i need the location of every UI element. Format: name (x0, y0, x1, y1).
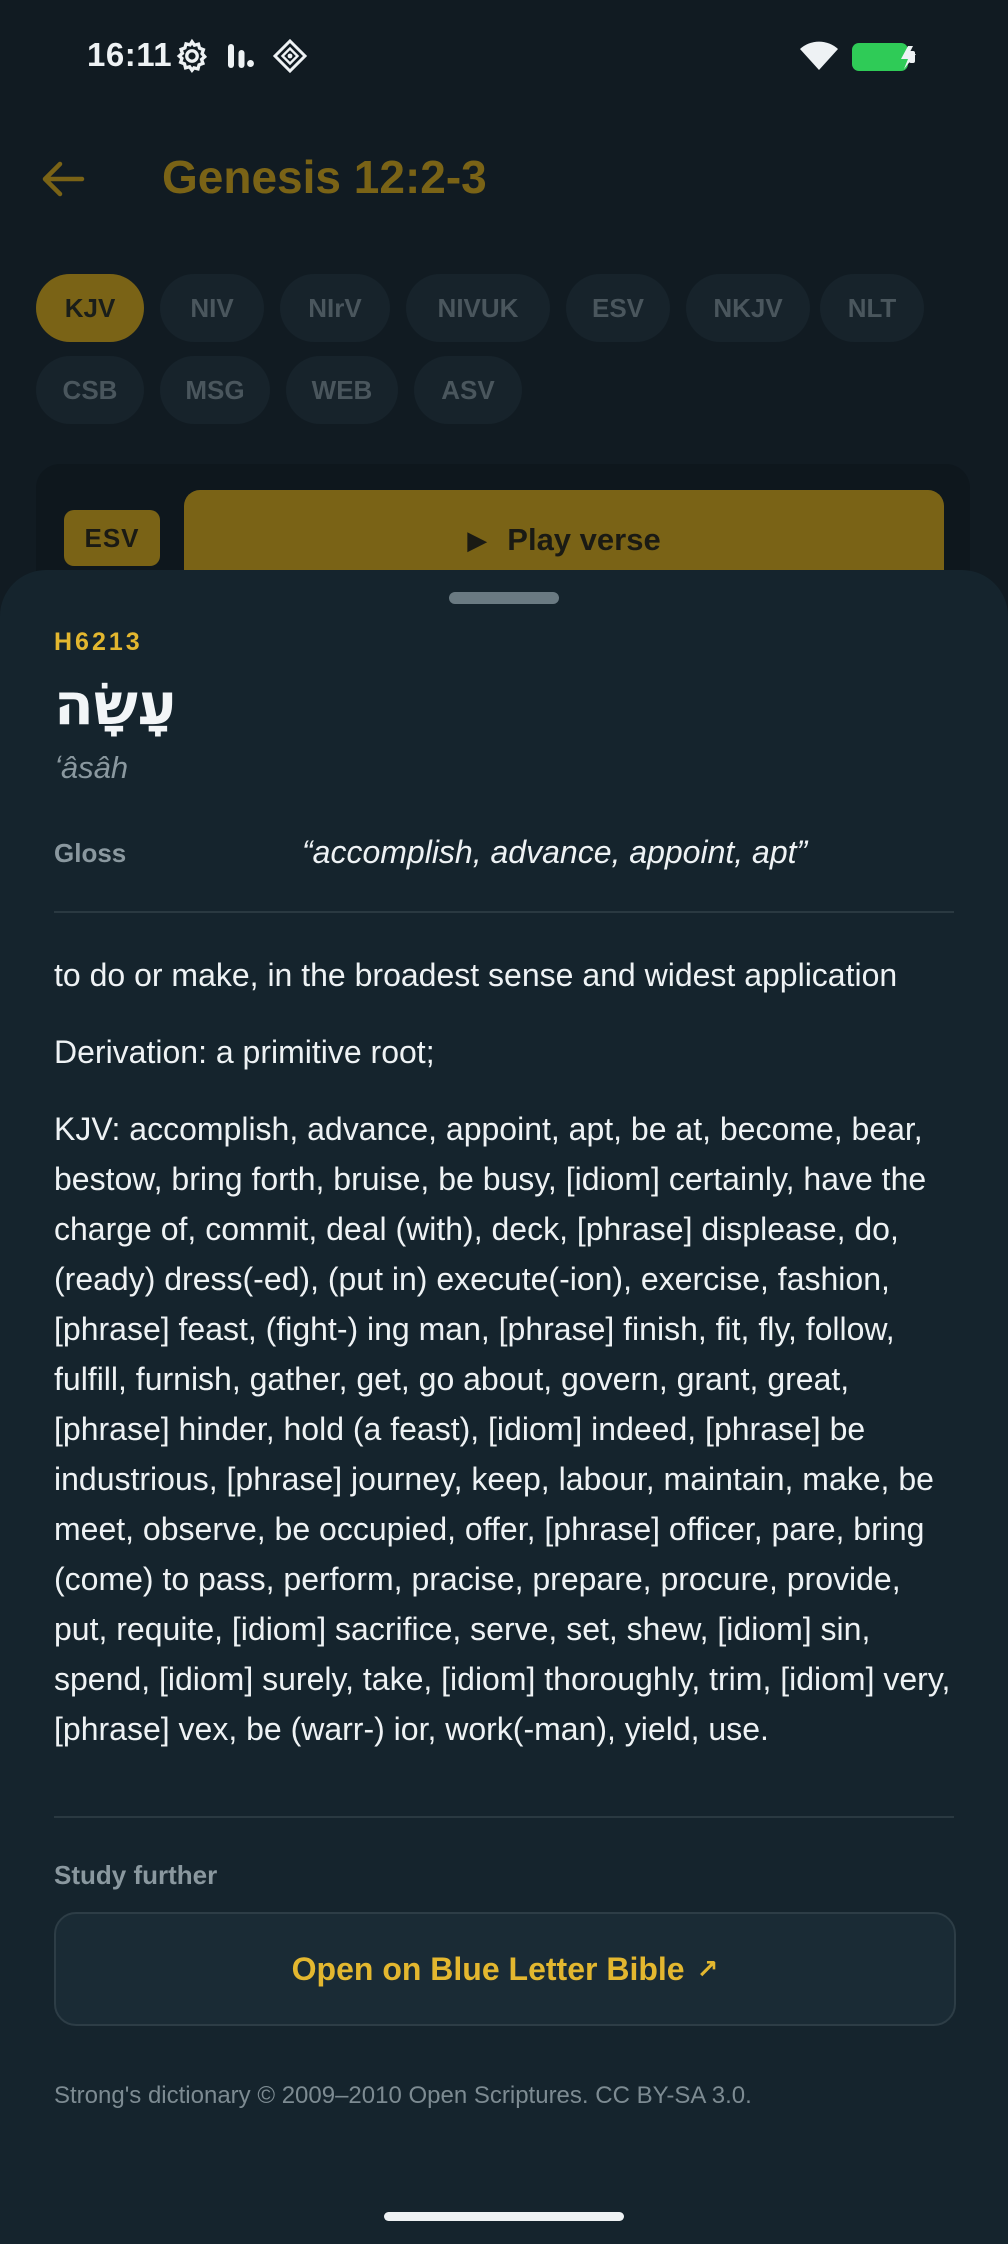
blb-button-label: Open on Blue Letter Bible (291, 1950, 685, 1987)
page-title: Genesis 12:2-3 (162, 151, 487, 203)
arrow-left-icon[interactable] (38, 154, 88, 204)
version-badge: ESV (64, 510, 160, 566)
chip-web[interactable]: WEB (286, 356, 398, 424)
hebrew-word: עָשָׂה (54, 670, 177, 738)
home-indicator[interactable] (384, 2212, 624, 2221)
divider (54, 1816, 954, 1818)
play-icon: ▶ (467, 524, 488, 555)
license-credit: Strong's dictionary © 2009–2010 Open Scriptures. CC BY-SA 3.0. (54, 2082, 752, 2109)
chip-csb[interactable]: CSB (36, 356, 144, 424)
chip-msg[interactable]: MSG (160, 356, 270, 424)
sheet-drag-handle[interactable] (449, 592, 559, 604)
gear-icon (174, 38, 210, 74)
derivation-text: Derivation: a primitive root; (54, 1034, 435, 1070)
battery-charging-icon (851, 42, 923, 72)
study-further-label: Study further (54, 1860, 218, 1890)
divider (54, 911, 954, 913)
external-link-icon: ↗ (696, 1953, 719, 1984)
chip-esv[interactable]: ESV (566, 274, 670, 342)
chip-nivuk[interactable]: NIVUK (406, 274, 550, 342)
status-bar (0, 0, 1008, 116)
cast-icon (272, 38, 308, 74)
kjv-usage-text: KJV: accomplish, advance, appoint, apt, be at, become, bear, bestow, bring forth, bruise, be busy, [idiom] certainly, have the charge of, commit, deal (with), deck, [phrase] displease, do, (ready) dress(-ed), (put in) execute(-ion), exercise, fashion, [phrase] feast, (fight-) ing man, [phrase] finish, fit, fly, follow, fulfill, furnish, gather, get, go about, govern, grant, great, [phrase] hinder, hold (a feast), [idiom] indeed, [phrase] be industrious, [phrase] journey, keep, labour, maintain, make, be meet, observe, be occupied, offer, [phrase] officer, pare, bring (come) to pass, perform, pracise, prepare, procure, provide, put, requite, [idiom] sacrifice, serve, set, shew, [idiom] sin, spend, [idiom] surely, take, [idiom] thoroughly, trim, [idiom] very, [phrase] vex, be (warr-) ior, work(-man), yield, use. (54, 1111, 951, 1747)
transliteration: ʻâsâh (54, 750, 129, 785)
top-app-bar (0, 130, 1008, 226)
audio-icon (222, 38, 258, 74)
definition-text: to do or make, in the broadest sense and widest application (54, 957, 898, 993)
gloss-value: “accomplish, advance, appoint, apt” (302, 834, 808, 870)
open-blue-letter-bible-button[interactable] (54, 1912, 956, 2026)
chip-nirv[interactable]: NIrV (280, 274, 390, 342)
gloss-label: Gloss (54, 838, 127, 868)
wifi-icon (797, 38, 841, 72)
strongs-number: H6213 (54, 628, 143, 656)
chip-niv[interactable]: NIV (160, 274, 264, 342)
chip-asv[interactable]: ASV (414, 356, 522, 424)
chip-nkjv[interactable]: NKJV (686, 274, 810, 342)
strongs-bottom-sheet (0, 570, 1008, 2244)
background-screen (0, 0, 1008, 620)
play-verse-label: Play verse (507, 522, 661, 557)
chip-kjv[interactable]: KJV (36, 274, 144, 342)
chip-nlt[interactable]: NLT (820, 274, 924, 342)
status-time: 16:11 (87, 36, 173, 73)
